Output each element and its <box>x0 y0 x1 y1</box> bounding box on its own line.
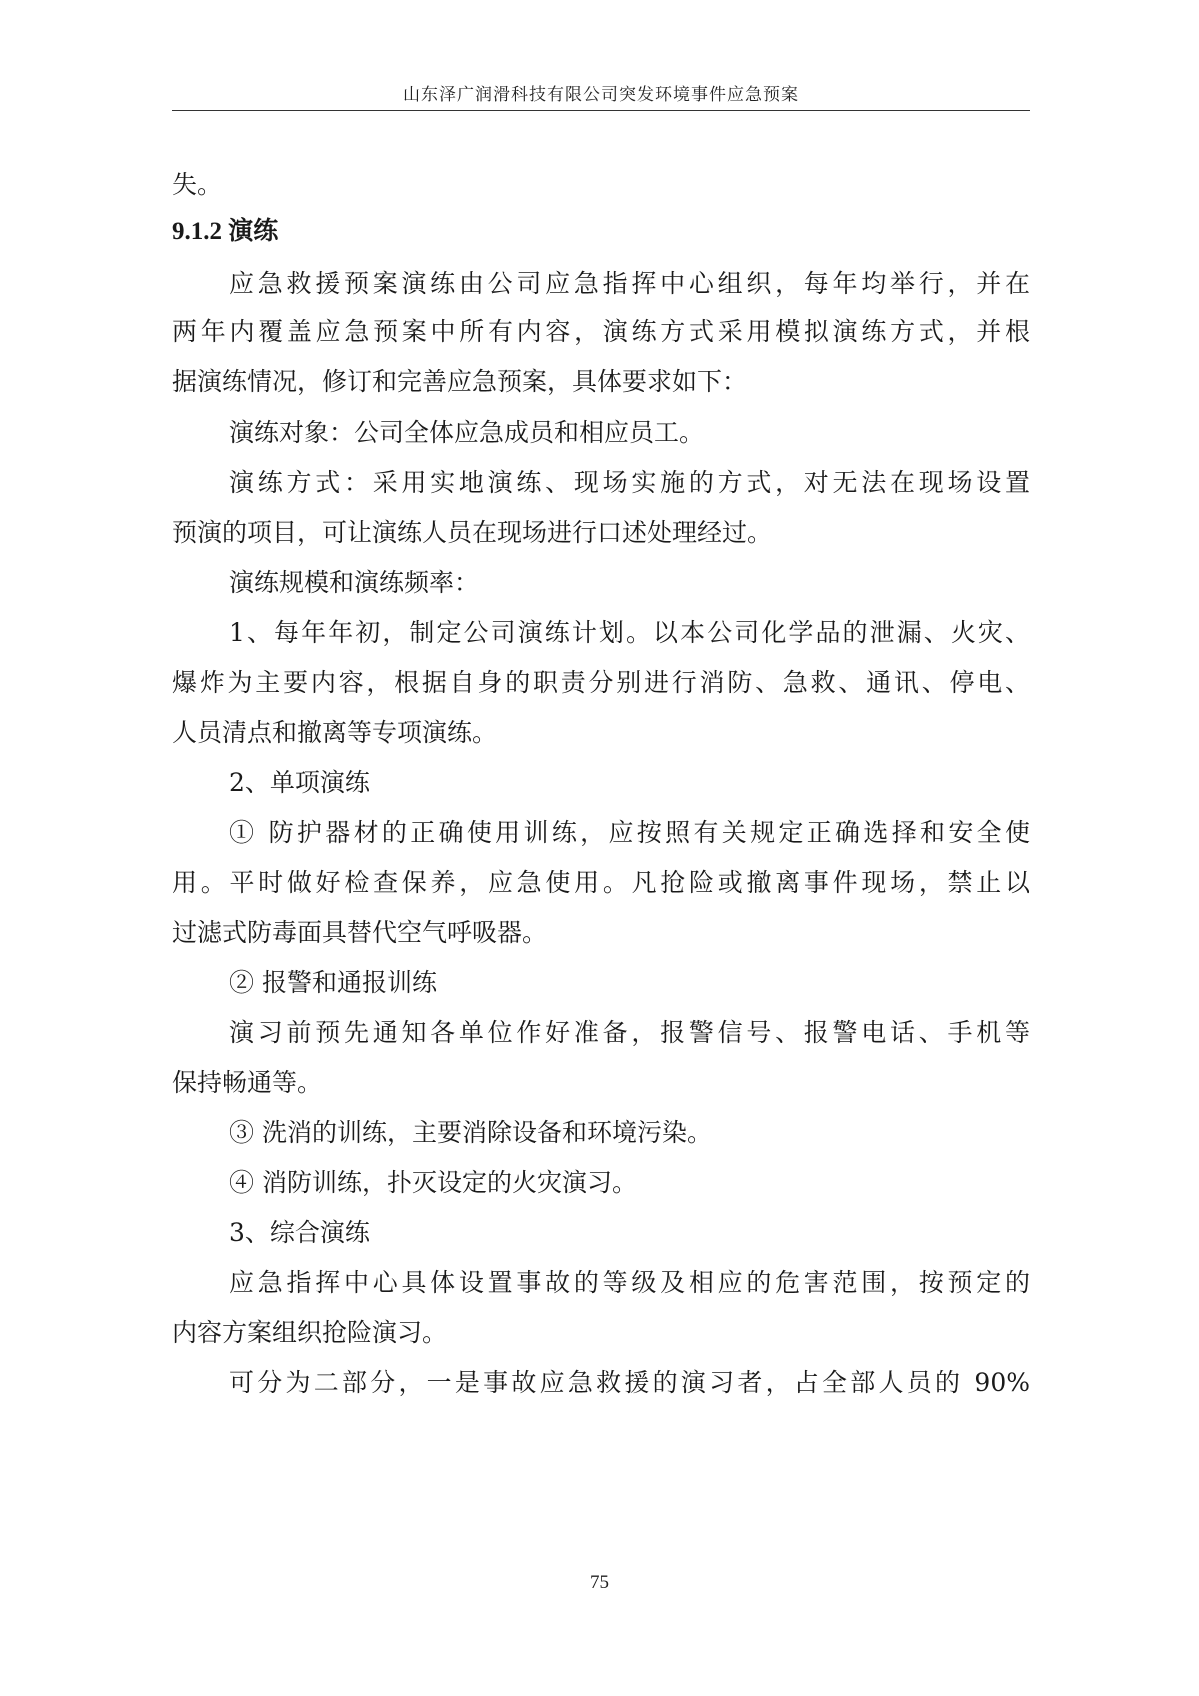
text-line: 内容方案组织抢险演习。 <box>172 1318 448 1347</box>
document-header: 山东泽广润滑科技有限公司突发环境事件应急预案 <box>403 85 799 105</box>
text-line: 演习前预先通知各单位作好准备，报警信号、报警电话、手机等 <box>229 1018 1030 1047</box>
text-line: 2、单项演练 <box>229 768 370 797</box>
text-line: 爆炸为主要内容，根据自身的职责分别进行消防、急救、通讯、停电、 <box>172 668 1030 697</box>
text-line: 演练方式：采用实地演练、现场实施的方式，对无法在现场设置 <box>229 468 1030 497</box>
text-line: 人员清点和撤离等专项演练。 <box>172 718 498 747</box>
text-line: 过滤式防毒面具替代空气呼吸器。 <box>172 918 548 947</box>
text-line: 保持畅通等。 <box>172 1068 323 1097</box>
text-line: 两年内覆盖应急预案中所有内容，演练方式采用模拟演练方式，并根 <box>172 317 1030 346</box>
text-line: 演练对象：公司全体应急成员和相应员工。 <box>229 418 705 447</box>
text-line: 演练规模和演练频率： <box>229 568 480 597</box>
text-line: 可分为二部分，一是事故应急救援的演习者，占全部人员的 90% <box>229 1368 1030 1397</box>
text-line: 1、每年年初，制定公司演练计划。以本公司化学品的泄漏、火灾、 <box>229 618 1030 647</box>
header-divider <box>172 110 1030 111</box>
text-line: 3、综合演练 <box>229 1218 370 1247</box>
page-number: 75 <box>590 1572 609 1593</box>
text-line: 失。 <box>172 170 223 199</box>
text-line: 应急救援预案演练由公司应急指挥中心组织，每年均举行，并在 <box>229 269 1030 298</box>
text-line: 用。平时做好检查保养，应急使用。凡抢险或撤离事件现场，禁止以 <box>172 868 1030 897</box>
text-line: 据演练情况，修订和完善应急预案，具体要求如下： <box>172 367 748 396</box>
text-line: 预演的项目，可让演练人员在现场进行口述处理经过。 <box>172 518 773 547</box>
text-line: ① 防护器材的正确使用训练，应按照有关规定正确选择和安全使 <box>229 818 1030 847</box>
section-heading: 9.1.2 演练 <box>172 218 279 245</box>
text-line: 应急指挥中心具体设置事故的等级及相应的危害范围，按预定的 <box>229 1268 1030 1297</box>
text-line: ② 报警和通报训练 <box>229 968 437 997</box>
text-line: ④ 消防训练，扑灭设定的火灾演习。 <box>229 1168 637 1197</box>
text-line: ③ 洗消的训练，主要消除设备和环境污染。 <box>229 1118 712 1147</box>
